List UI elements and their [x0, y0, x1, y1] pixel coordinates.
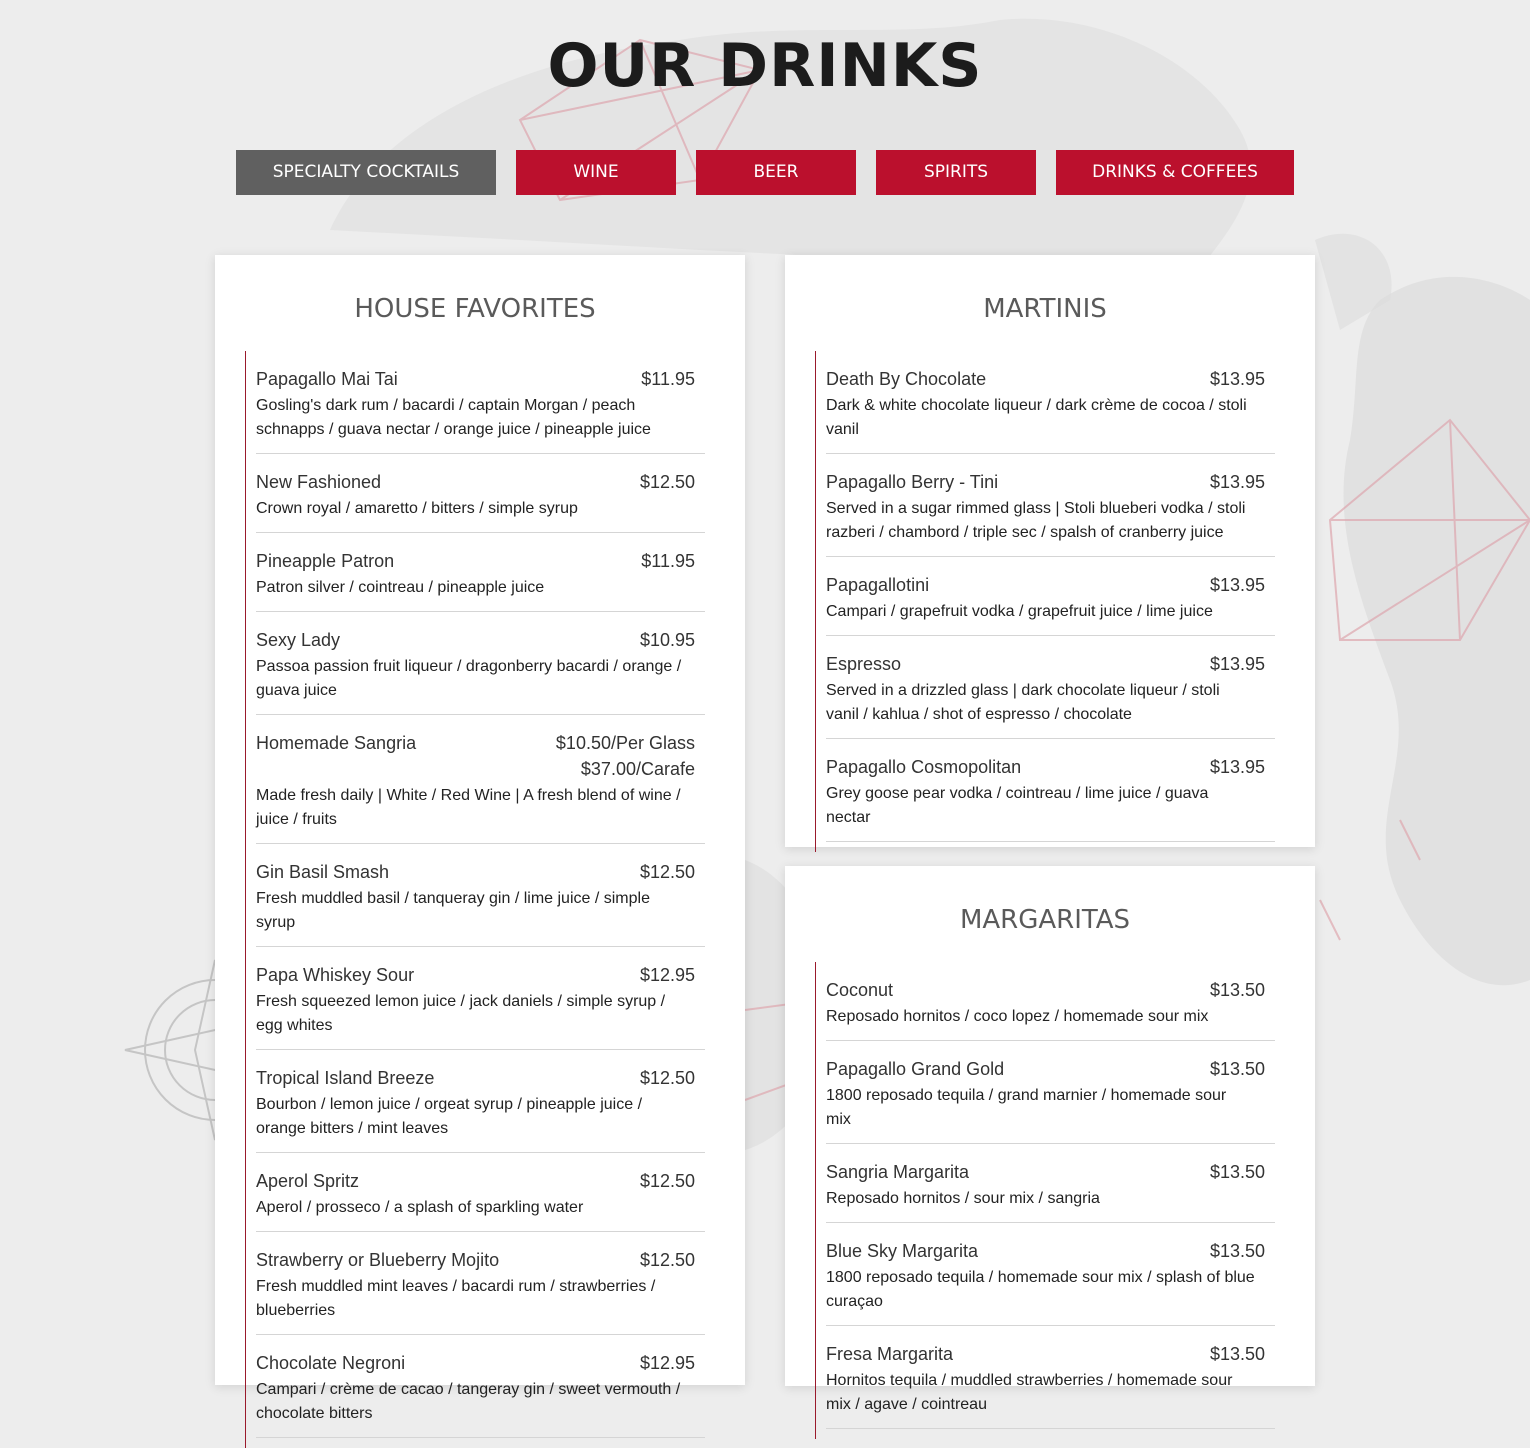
menu-item-description: Served in a drizzled glass | dark chocolate liqueur / stoli vanil / kahlua / shot of espresso / chocolate: [826, 682, 1220, 723]
menu-item-price: [640, 469, 695, 495]
menu-item-name: Coconut: [826, 980, 894, 1000]
menu-item-name: Aperol Spritz: [256, 1171, 360, 1191]
menu-item-price-line: $12.50: [639, 1068, 695, 1088]
menu-item-price-line: $13.95: [1209, 369, 1265, 389]
menu-item: [826, 1041, 1275, 1144]
menu-item-description: Reposado hornitos / sour mix / sangria: [826, 1190, 1100, 1207]
menu-item-name: Chocolate Negroni: [256, 1353, 406, 1373]
menu-item-header: [256, 627, 695, 653]
menu-item-name: Homemade Sangria: [256, 733, 417, 753]
menu-item-price-line: $13.95: [1209, 757, 1265, 777]
menu-item-description: Made fresh daily | White / Red Wine | A fresh blend of wine / juice / fruits: [256, 787, 681, 828]
menu-item-description: 1800 reposado tequila / grand marnier / homemade sour mix: [826, 1087, 1227, 1128]
menu-item-price: [640, 627, 695, 653]
menu-item-name: Papagallotini: [826, 575, 930, 595]
menu-item-price: [640, 1350, 695, 1376]
menu-item-name: Papagallo Berry - Tini: [826, 472, 999, 492]
menu-item: [256, 1335, 705, 1438]
menu-item-header: [826, 754, 1265, 780]
menu-item-price: [1210, 366, 1265, 392]
menu-item-header: [256, 469, 695, 495]
menu-item-price: [1210, 1159, 1265, 1185]
menu-item-name: Fresa Margarita: [826, 1344, 954, 1364]
menu-item: [256, 351, 705, 454]
menu-item-name: Blue Sky Margarita: [826, 1241, 979, 1261]
menu-item-price-line: $12.50: [639, 1171, 695, 1191]
menu-item-price: [1210, 1341, 1265, 1367]
menu-item-description: Reposado hornitos / coco lopez / homemade sour mix: [826, 1008, 1209, 1025]
menu-item-description: 1800 reposado tequila / homemade sour mix / splash of blue curaçao: [826, 1269, 1255, 1310]
menu-item-price-line: $13.95: [1209, 472, 1265, 492]
menu-item: [826, 636, 1275, 739]
menu-item-name: Papagallo Mai Tai: [256, 369, 398, 389]
menu-item-description: Passoa passion fruit liqueur / dragonberry bacardi / orange / guava juice: [256, 658, 682, 699]
menu-item-price-line: $13.50: [1209, 1059, 1265, 1079]
menu-item: [256, 947, 705, 1050]
margaritas-title: MARGARITAS: [959, 905, 1131, 935]
menu-item-header: [256, 962, 695, 988]
menu-item: [826, 557, 1275, 636]
menu-item: [826, 962, 1275, 1041]
menu-item-description: Fresh squeezed lemon juice / jack daniels / simple syrup / egg whites: [256, 993, 666, 1034]
menu-item-header: [826, 572, 1265, 598]
menu-item: [826, 739, 1275, 842]
menu-item-name: Sangria Margarita: [826, 1162, 970, 1182]
menu-item: [826, 1326, 1275, 1429]
menu-item-description: Fresh muddled basil / tanqueray gin / lime juice / simple syrup: [256, 890, 650, 931]
menu-item-header: [256, 1065, 695, 1091]
menu-item-description: Crown royal / amaretto / bitters / simple syrup: [256, 500, 578, 517]
menu-item-description: Served in a sugar rimmed glass | Stoli blueberi vodka / stoli razberi / chambord / triple sec / spalsh of cranberry juice: [826, 500, 1246, 541]
menu-item-name: Papa Whiskey Sour: [256, 965, 415, 985]
menu-item-name: Espresso: [826, 654, 902, 674]
menu-item-description: Bourbon / lemon juice / orgeat syrup / pineapple juice / orange bitters / mint leaves: [256, 1096, 643, 1137]
menu-item-price-line: $13.50: [1209, 1162, 1265, 1182]
menu-item-price-line: $13.50: [1209, 980, 1265, 1000]
menu-item-price: [640, 859, 695, 885]
menu-item-price: [641, 366, 695, 392]
menu-item: [256, 715, 705, 844]
menu-item-description: Dark & white chocolate liqueur / dark crème de cocoa / stoli vanil: [826, 397, 1247, 438]
menu-item-price: [640, 1168, 695, 1194]
menu-item-price: [1210, 1056, 1265, 1082]
margaritas-list: [815, 962, 1275, 1439]
menu-item-price: [1210, 1238, 1265, 1264]
menu-item-price: [1210, 572, 1265, 598]
menu-item-price-line: $13.50: [1209, 1241, 1265, 1261]
menu-item-price-line: $10.95: [639, 630, 695, 650]
menu-item: [256, 1050, 705, 1153]
menu-item-price: [1210, 977, 1265, 1003]
tab-specialty-cocktails[interactable]: SPECIALTY COCKTAILS: [236, 150, 496, 195]
menu-item-price: [1210, 754, 1265, 780]
tab-spirits[interactable]: SPIRITS: [876, 150, 1036, 195]
martinis-title: MARTINIS: [983, 294, 1107, 324]
house-favorites-title: HOUSE FAVORITES: [354, 294, 596, 324]
menu-item-description: Patron silver / cointreau / pineapple juice: [256, 579, 545, 596]
menu-item-price-line: $37.00/Carafe: [580, 759, 695, 779]
menu-item-price: [556, 730, 695, 782]
menu-item-price: [1210, 469, 1265, 495]
menu-item-name: Strawberry or Blueberry Mojito: [256, 1250, 500, 1270]
menu-item: [826, 454, 1275, 557]
menu-item-description: Campari / crème de cacao / tangeray gin / sweet vermouth / chocolate bitters: [256, 1381, 681, 1422]
menu-item-price-line: $12.95: [639, 1353, 695, 1373]
menu-item-name: New Fashioned: [256, 472, 382, 492]
menu-item-name: Death By Chocolate: [826, 369, 987, 389]
menu-item-header: [826, 651, 1265, 677]
menu-item: [256, 844, 705, 947]
menu-item-name: Pineapple Patron: [256, 551, 395, 571]
menu-item-name: Tropical Island Breeze: [256, 1068, 435, 1088]
menu-item-header: [256, 1247, 695, 1273]
menu-item-price-line: $13.95: [1209, 654, 1265, 674]
menu-item-price: [1210, 651, 1265, 677]
menu-item-header: [256, 548, 695, 574]
menu-item-header: [256, 859, 695, 885]
house-favorites-card: [215, 255, 745, 1422]
menu-item-price: [640, 1065, 695, 1091]
menu-item-price-line: $11.95: [641, 551, 695, 571]
menu-item-name: Sexy Lady: [256, 630, 341, 650]
menu-item-price-line: $13.50: [1209, 1344, 1265, 1364]
tab-beer[interactable]: BEER: [696, 150, 856, 195]
menu-item-price-line: $11.95: [641, 369, 695, 389]
menu-item: [256, 533, 705, 612]
tab-wine[interactable]: WINE: [516, 150, 676, 195]
menu-item-header: [826, 1341, 1265, 1367]
martinis-list: [815, 351, 1275, 852]
menu-item-header: [826, 469, 1265, 495]
menu-item-description: Campari / grapefruit vodka / grapefruit juice / lime juice: [826, 603, 1213, 620]
menu-item-header: [826, 977, 1265, 1003]
menu-item-name: Papagallo Cosmopolitan: [826, 757, 1022, 777]
menu-item: [826, 351, 1275, 454]
menu-item: [826, 1223, 1275, 1326]
page-title: OUR DRINKS: [547, 31, 983, 101]
menu-item-price-line: $12.95: [639, 965, 695, 985]
menu-item-description: Fresh muddled mint leaves / bacardi rum / strawberries / blueberries: [256, 1278, 656, 1319]
menu-item: [256, 1232, 705, 1335]
menu-item-price-line: $12.50: [639, 862, 695, 882]
menu-item-header: [826, 366, 1265, 392]
menu-item: [256, 454, 705, 533]
menu-item-price-line: $12.50: [639, 1250, 695, 1270]
menu-item-description: Hornitos tequila / muddled strawberries / homemade sour mix / agave / cointreau: [826, 1372, 1233, 1413]
menu-item-header: [826, 1056, 1265, 1082]
menu-item-header: [826, 1238, 1265, 1264]
menu-item-price: [640, 962, 695, 988]
menu-item-price-line: $10.50/Per Glass: [555, 733, 695, 753]
menu-item-header: [256, 1350, 695, 1376]
menu-item-price-line: $13.95: [1209, 575, 1265, 595]
menu-item-name: Papagallo Grand Gold: [826, 1059, 1005, 1079]
tab-drinks-and-coffees[interactable]: DRINKS & COFFEES: [1056, 150, 1294, 195]
drink-category-tabs: [0, 150, 1530, 195]
menu-item-description: Grey goose pear vodka / cointreau / lime juice / guava nectar: [826, 785, 1209, 826]
martinis-card: [785, 255, 1315, 847]
menu-item-description: Aperol / prosseco / a splash of sparkling water: [256, 1199, 584, 1216]
menu-item-header: [256, 366, 695, 392]
menu-item-price-line: $12.50: [639, 472, 695, 492]
menu-item-header: [256, 1168, 695, 1194]
menu-item-price: [640, 1247, 695, 1273]
margaritas-card: [785, 866, 1315, 1413]
menu-item-price: [641, 548, 695, 574]
menu-item-header: [826, 1159, 1265, 1185]
menu-item: [256, 612, 705, 715]
menu-item-description: Gosling's dark rum / bacardi / captain Morgan / peach schnapps / guava nectar / orange juice / pineapple juice: [256, 397, 651, 438]
menu-item: [826, 1144, 1275, 1223]
house-favorites-list: [245, 351, 705, 1448]
menu-item: [256, 1153, 705, 1232]
menu-item-header: [256, 730, 695, 782]
menu-item-name: Gin Basil Smash: [256, 862, 390, 882]
